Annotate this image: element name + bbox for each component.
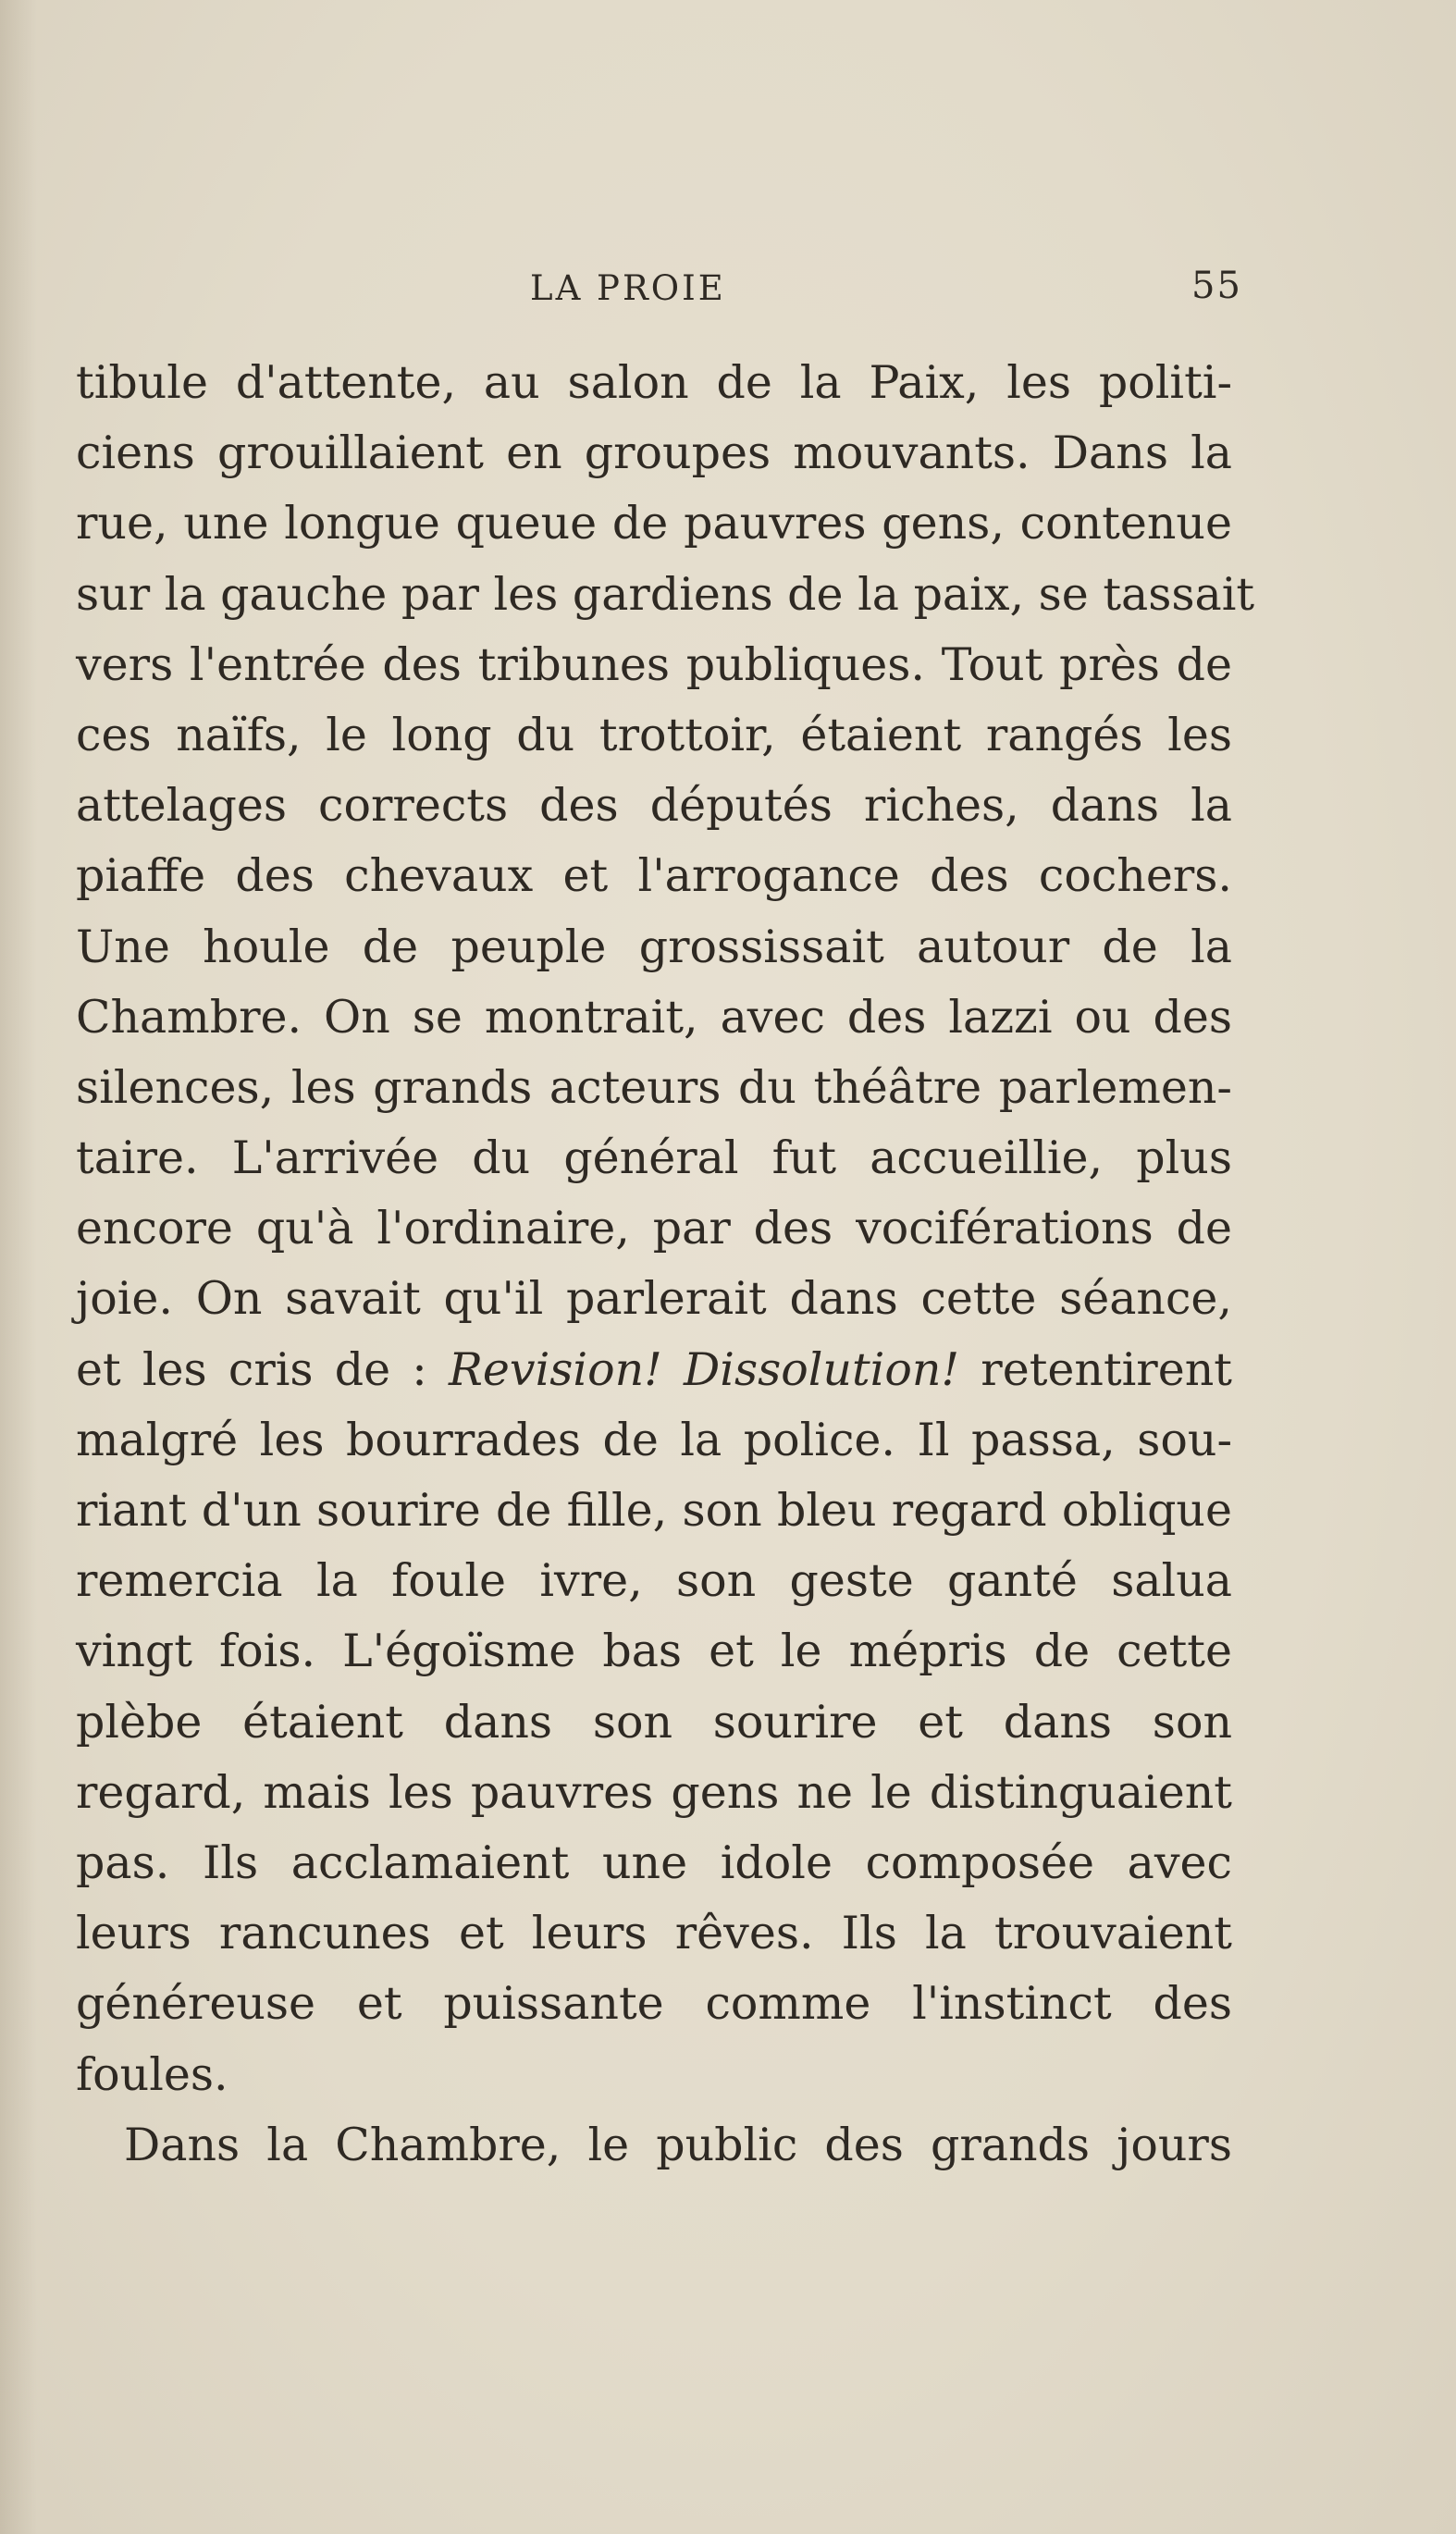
- text-line: riant d'un sourire de fille, son bleu regard oblique: [76, 1484, 1232, 1537]
- body-text: [76, 348, 1255, 2181]
- text-line: remercia la foule ivre, son geste ganté salua: [76, 1554, 1232, 1608]
- text-line: leurs rancunes et leurs rêves. Ils la trouvaient: [76, 1907, 1232, 1960]
- text-line: ces naïfs, le long du trottoir, étaient rangés les: [76, 708, 1232, 761]
- text-line: pas. Ils acclamaient une idole composée avec: [76, 1836, 1232, 1889]
- text-line: tibule d'attente, au salon de la Paix, les politi-: [76, 356, 1232, 409]
- text-line: encore qu'à l'ordinaire, par des vociférations de: [76, 1202, 1232, 1255]
- text-line: regard, mais les pauvres gens ne le distinguaient: [76, 1765, 1232, 1819]
- italic-exclamation: Revision! Dissolution!: [449, 1342, 960, 1396]
- text-line: ciens grouillaient en groupes mouvants. Dans la: [76, 426, 1232, 480]
- text-line: attelages corrects des députés riches, dans la: [76, 779, 1232, 833]
- text-line: sur la gauche par les gardiens de la paix, se tassait: [76, 567, 1255, 621]
- text-line: rue, une longue queue de pauvres gens, contenue: [76, 497, 1232, 550]
- text-line-with-italic: [76, 1335, 1232, 1405]
- text-line: vers l'entrée des tribunes publiques. Tout près de: [76, 637, 1232, 691]
- text-line: généreuse et puissante comme l'instinct des: [76, 1977, 1232, 2031]
- paragraph-start-line: Dans la Chambre, le public des grands jours: [124, 2118, 1232, 2171]
- gutter-shadow: [0, 0, 37, 2534]
- text-line: malgré les bourrades de la police. Il passa, sou-: [76, 1413, 1232, 1466]
- page-number: 55: [1191, 265, 1242, 307]
- running-title: LA PROIE: [530, 268, 726, 308]
- text-line: Chambre. On se montrait, avec des lazzi ou des: [76, 990, 1232, 1044]
- text-line: plèbe étaient dans son sourire et dans son: [76, 1695, 1232, 1749]
- text-line: piaffe des chevaux et l'arrogance des cochers.: [76, 849, 1232, 903]
- text-line: taire. L'arrivée du général fut accueillie, plus: [76, 1131, 1232, 1185]
- page-header: [0, 265, 1456, 324]
- text-segment: retentirent: [959, 1342, 1232, 1396]
- text-line: Une houle de peuple grossissait autour de la: [76, 920, 1232, 973]
- text-line: vingt fois. L'égoïsme bas et le mépris de cette: [76, 1625, 1232, 1678]
- text-line: joie. On savait qu'il parlerait dans cette séance,: [76, 1272, 1232, 1326]
- text-segment: et les cris de :: [76, 1342, 449, 1396]
- paragraph-end-line: foules.: [76, 2047, 228, 2101]
- text-line: silences, les grands acteurs du théâtre parlemen-: [76, 1060, 1232, 1114]
